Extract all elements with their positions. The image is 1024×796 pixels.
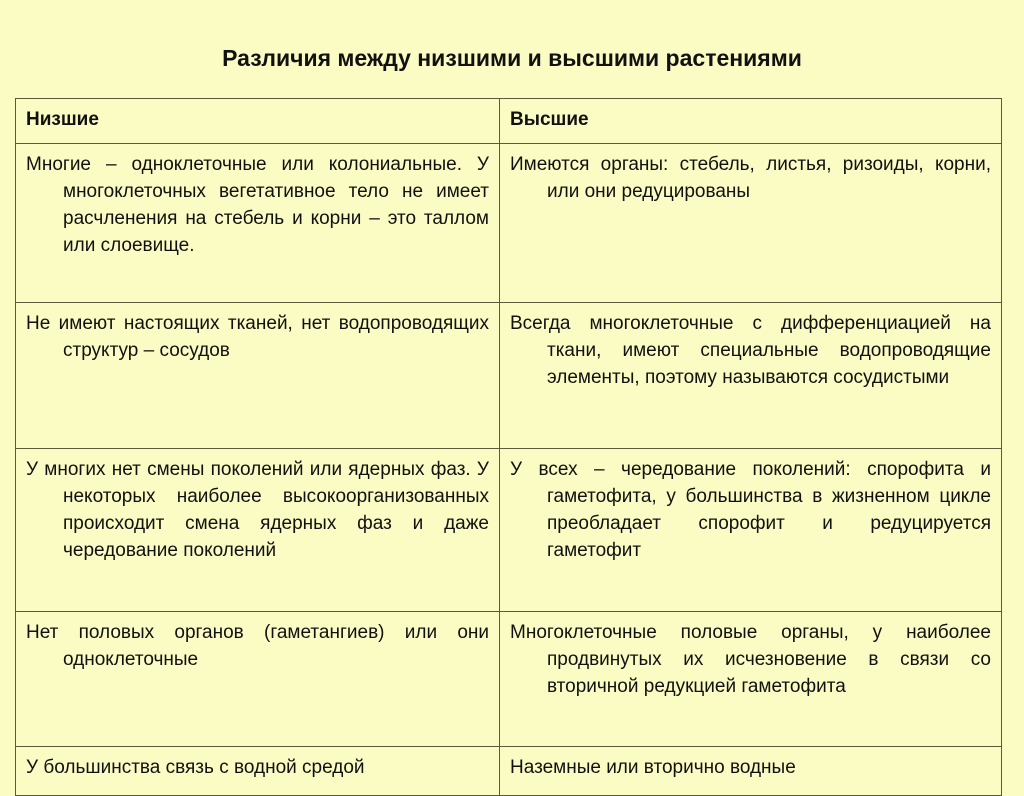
cell-lower (16, 303, 500, 449)
cell-higher (500, 303, 1002, 449)
cell-lower (16, 747, 500, 796)
table-row (16, 144, 1002, 303)
table-row (16, 449, 1002, 612)
cell-higher-text: Всегда многоклеточные с дифференциацией на ткани, имеют специальные водопроводящие элементы, поэтому называются сосудистыми (510, 313, 991, 388)
cell-higher-text: Многоклеточные половые органы, у наиболее продвинутых их исчезновение в связи со вторичной редукцией гаметофита (510, 622, 991, 697)
cell-higher (500, 612, 1002, 747)
cell-higher (500, 449, 1002, 612)
table-row (16, 303, 1002, 449)
cell-higher (500, 747, 1002, 796)
cell-higher-text: Наземные или вторично водные (510, 757, 796, 778)
cell-lower-text: Не имеют настоящих тканей, нет водопроводящих структур – сосудов (26, 313, 489, 361)
cell-higher-text: Имеются органы: стебель, листья, ризоиды, корни, или они редуцированы (510, 154, 991, 202)
cell-higher (500, 144, 1002, 303)
table-row (16, 612, 1002, 747)
header-higher: Высшие (500, 99, 1002, 144)
cell-lower (16, 612, 500, 747)
cell-lower-text: У большинства связь с водной средой (26, 757, 365, 778)
table-header-row (16, 99, 1002, 144)
cell-lower (16, 449, 500, 612)
header-lower: Низшие (16, 99, 500, 144)
cell-higher-text: У всех – чередование поколений: спорофита и гаметофита, у большинства в жизненном цикле преобладает спорофит и редуцируется гаметофит (510, 459, 991, 561)
cell-lower-text: Нет половых органов (гаметангиев) или они одноклеточные (26, 622, 489, 670)
cell-lower-text: У многих нет смены поколений или ядерных фаз. У некоторых наиболее высокоорганизованных происходит смена ядерных фаз и даже чередование поколений (26, 459, 489, 561)
table-row (16, 747, 1002, 796)
page-title: Различия между низшими и высшими растениями (222, 45, 802, 71)
comparison-table (15, 98, 1002, 796)
cell-lower (16, 144, 500, 303)
cell-lower-text: Многие – одноклеточные или колониальные. У многоклеточных вегетативное тело не имеет расчленения на стебель и корни – это таллом или слоевище. (26, 154, 489, 256)
